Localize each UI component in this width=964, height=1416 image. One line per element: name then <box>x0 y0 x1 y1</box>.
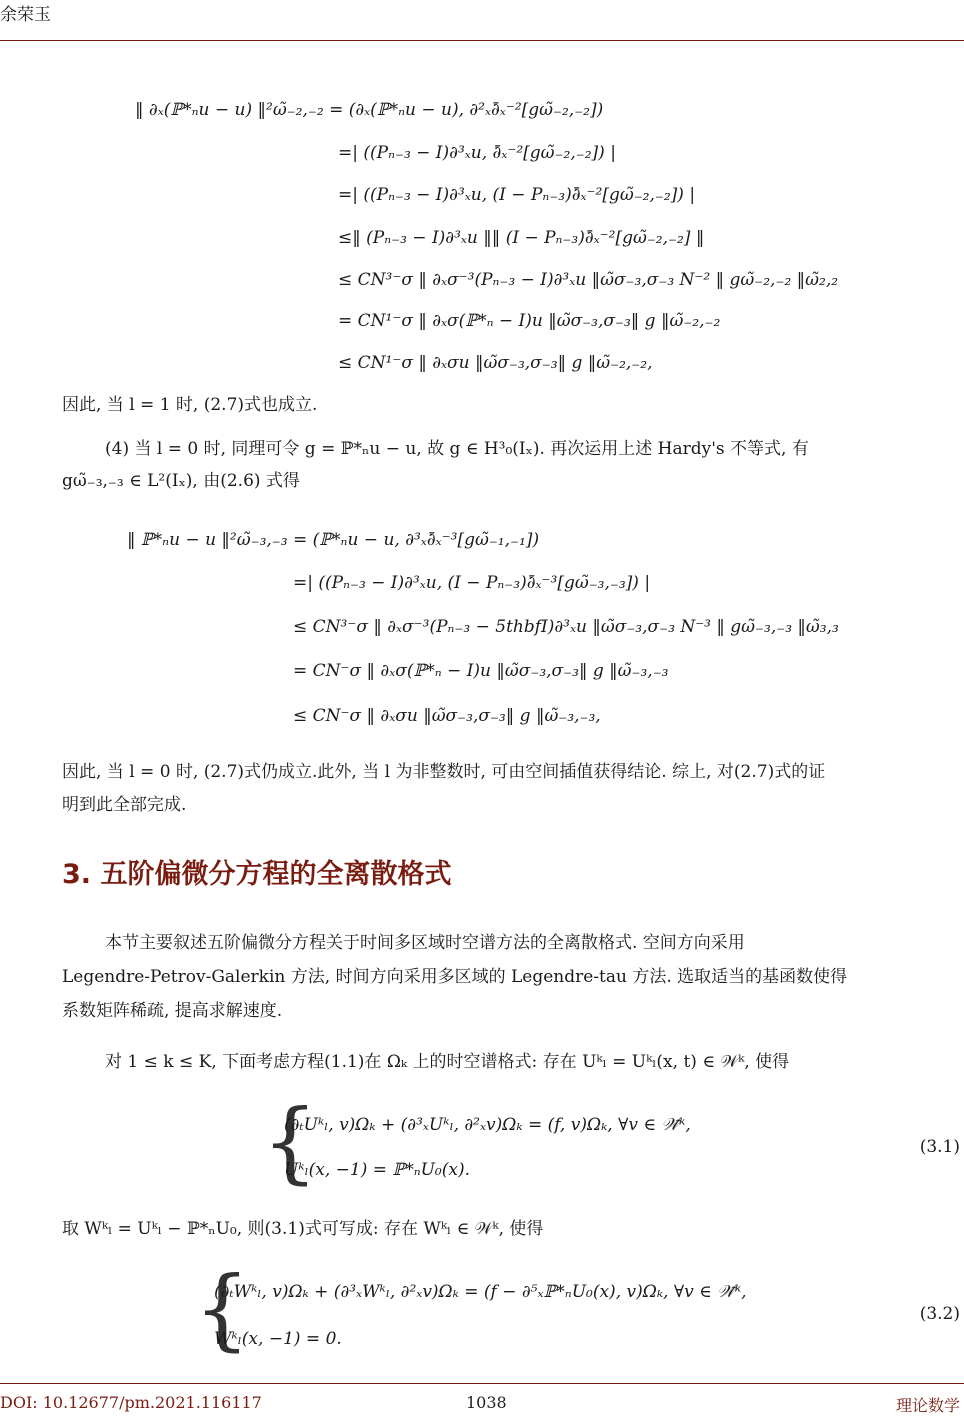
page-number: 1038 <box>466 1393 507 1412</box>
equation-number: (3.1) <box>919 1137 960 1157</box>
paragraph: Legendre-Petrov-Galerkin 方法, 时间方向采用多区域的 Legendre-tau 方法. 选取适当的基函数使得 <box>62 967 848 987</box>
equation-line: = CN¹⁻σ ‖ ∂ₓσ(ℙ*ₙ − I)u ‖ω̃σ₋₃,σ₋₃‖ g ‖ω̃₋₂,₋₂ <box>338 311 721 331</box>
header-rule <box>0 40 964 41</box>
paragraph: 对 1 ≤ k ≤ K, 下面考虑方程(1.1)在 Ωₖ 上的时空谱格式: 存在 Uᵏₗ = Uᵏₗ(x, t) ∈ 𝒲ᵏ, 使得 <box>105 1052 790 1072</box>
equation-line: (∂ₜWᵏₗ, v)Ωₖ + (∂³ₓWᵏₗ, ∂²ₓv)Ωₖ = (f − ∂⁵ₓℙ*ₙU₀(x), v)Ωₖ, ∀v ∈ 𝒲̃ᵏ, <box>214 1282 747 1302</box>
paragraph: gω̃₋₃,₋₃ ∈ L²(Iₓ), 由(2.6) 式得 <box>62 471 300 491</box>
equation-line: Uᵏₗ(x, −1) = ℙ*ₙU₀(x). <box>284 1160 470 1180</box>
paragraph: 因此, 当 l = 0 时, (2.7)式仍成立.此外, 当 l 为非整数时, 可由空间插值获得结论. 综上, 对(2.7)式的证 <box>62 762 826 782</box>
paragraph: 系数矩阵稀疏, 提高求解速度. <box>62 1001 283 1021</box>
equation-line: =| ((Pₙ₋₃ − I)∂³ₓu, (I − Pₙ₋₃)∂̄ₓ⁻²[gω̃₋₂,₋₂]) | <box>338 185 696 205</box>
equation-number: (3.2) <box>919 1304 960 1324</box>
paragraph: 因此, 当 l = 1 时, (2.7)式也成立. <box>62 395 318 415</box>
section-heading: 3. 五阶偏微分方程的全离散格式 <box>62 859 452 890</box>
running-header-author: 余荣玉 <box>0 5 51 25</box>
equation-line: ≤ CN³⁻σ ‖ ∂ₓσ⁻³(Pₙ₋₃ − I)∂³ₓu ‖ω̃σ₋₃,σ₋₃ N⁻² ‖ gω̃₋₂,₋₂ ‖ω̃₂,₂ <box>338 270 839 290</box>
paragraph: 本节主要叙述五阶偏微分方程关于时间多区域时空谱方法的全离散格式. 空间方向采用 <box>105 933 745 953</box>
journal-name: 理论数学 <box>895 1396 960 1415</box>
equation-line: Wᵏₗ(x, −1) = 0. <box>214 1329 342 1349</box>
footer-rule <box>0 1383 964 1384</box>
equation-line: ‖ ∂ₓ(ℙ*ₙu − u) ‖²ω̃₋₂,₋₂ = (∂ₓ(ℙ*ₙu − u), ∂²ₓ∂̄ₓ⁻²[gω̃₋₂,₋₂]) <box>135 100 604 120</box>
left-brace: { <box>262 1090 318 1193</box>
equation-line: ‖ ℙ*ₙu − u ‖²ω̃₋₃,₋₃ = (ℙ*ₙu − u, ∂³ₓ∂̄ₓ⁻³[gω̃₋₁,₋₁]) <box>127 530 540 550</box>
paragraph: (4) 当 l = 0 时, 同理可令 g = ℙ*ₙu − u, 故 g ∈ H³₀(Iₓ). 再次运用上述 Hardy's 不等式, 有 <box>105 439 809 459</box>
doi-link[interactable]: DOI: 10.12677/pm.2021.116117 <box>0 1393 262 1412</box>
paragraph: 明到此全部完成. <box>62 795 187 815</box>
equation-line: =| ((Pₙ₋₃ − I)∂³ₓu, (I − Pₙ₋₃)∂̄ₓ⁻³[gω̃₋₃,₋₃]) | <box>293 573 651 593</box>
equation-line: =| ((Pₙ₋₃ − I)∂³ₓu, ∂̄ₓ⁻²[gω̃₋₂,₋₂]) | <box>338 143 616 163</box>
equation-line: = CN⁻σ ‖ ∂ₓσ(ℙ*ₙ − I)u ‖ω̃σ₋₃,σ₋₃‖ g ‖ω̃₋₃,₋₃ <box>293 661 669 681</box>
equation-line: ≤ CN⁻σ ‖ ∂ₓσu ‖ω̃σ₋₃,σ₋₃‖ g ‖ω̃₋₃,₋₃, <box>293 706 601 726</box>
equation-line: ≤ CN¹⁻σ ‖ ∂ₓσu ‖ω̃σ₋₃,σ₋₃‖ g ‖ω̃₋₂,₋₂, <box>338 353 653 373</box>
equation-line: ≤ CN³⁻σ ‖ ∂ₓσ⁻³(Pₙ₋₃ − 5thbfI)∂³ₓu ‖ω̃σ₋₃,σ₋₃ N⁻³ ‖ gω̃₋₃,₋₃ ‖ω̃₃,₃ <box>293 617 839 637</box>
paragraph: 取 Wᵏₗ = Uᵏₗ − ℙ*ₙU₀, 则(3.1)式可写成: 存在 Wᵏₗ ∈ 𝒲ᵏ, 使得 <box>62 1219 544 1239</box>
equation-line: (∂ₜUᵏₗ, v)Ωₖ + (∂³ₓUᵏₗ, ∂²ₓv)Ωₖ = (f, v)Ωₖ, ∀v ∈ 𝒲̃ᵏ, <box>284 1115 691 1135</box>
equation-line: ≤‖ (Pₙ₋₃ − I)∂³ₓu ‖‖ (I − Pₙ₋₃)∂̄ₓ⁻²[gω̃₋₂,₋₂] ‖ <box>338 228 705 248</box>
left-brace: { <box>194 1257 250 1360</box>
